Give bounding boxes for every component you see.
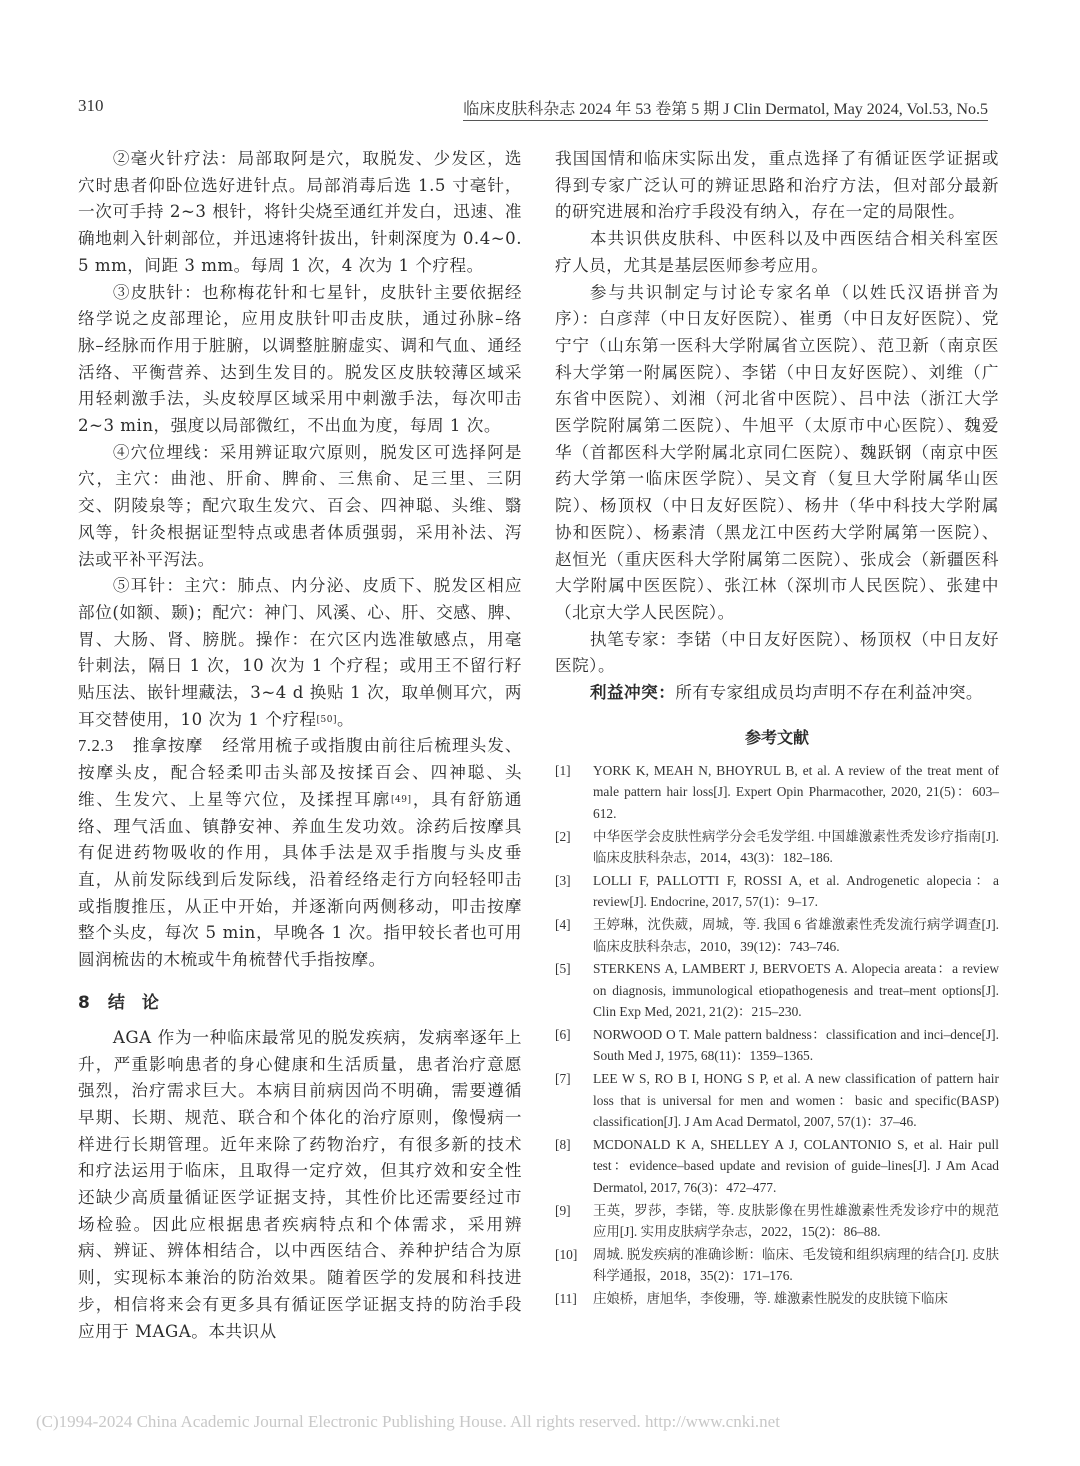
reference-number: [3] [555, 872, 571, 888]
left-column [78, 146, 522, 1345]
reference-item [555, 826, 999, 869]
section-number: 8 [78, 992, 90, 1013]
massage-text-b: ，具有舒筋通络、理气活血、镇静安神、养血生发功效。涂药后按摩具有促进药物吸收的作用，具体手法是双手指腹与头皮垂直，从前发际线到后发际线，沿着经络走行方向轻轻叩击或指腹推压，从正中开始，并逐渐向两侧移动，叩击按摩整个头皮，每次 5 min，早晚各 1 次。指甲较长者也可用圆润梳齿的木梳或牛角梳替代手指按摩。 [78, 789, 523, 970]
paragraph-skin-needle: ③皮肤针：也称梅花针和七星针，皮肤针主要依据经络学说之皮部理论，应用皮肤针叩击皮肤，通过孙脉–络脉–经脉而作用于脏腑，以调整脏腑虚实、调和气血、通经活络、平衡营养、达到生发目的。脱发区皮肤较薄区域采用轻刺激手法，头皮较厚区域采用中刺激手法，每次叩击 2~3 min，强度以局部微红，不出血为度，每周 1 次。 [78, 282, 522, 436]
section-8-heading [78, 988, 522, 1013]
reference-item [555, 1024, 999, 1067]
reference-item [555, 1134, 999, 1199]
page-number: 310 [78, 96, 104, 115]
reference-number: [4] [555, 916, 571, 932]
reference-number: [11] [555, 1291, 577, 1307]
page-header [78, 96, 988, 122]
reference-item [555, 1244, 999, 1287]
subsection-title: 推拿按摩 [132, 736, 204, 756]
conflict-text: 所有专家组成员均声明不存在利益冲突。 [675, 683, 984, 703]
massage-text-a: 经常用梳子或指腹由前往后梳理头发、按摩头皮，配合轻柔叩击头部及按揉百会、四神聪、头维、生发穴、上星等穴位，及揉捏耳廓 [78, 736, 523, 809]
reference-text: NORWOOD O T. Male pattern baldness：classification and inci–dence[J]. South Med J, 1975, 68(11)：1359–1365. [593, 1026, 999, 1064]
reference-item [555, 1200, 999, 1243]
ear-acupuncture-end: 。 [337, 709, 355, 729]
reference-item [555, 958, 999, 1023]
citation-49[interactable]: [49] [391, 794, 412, 805]
reference-text: YORK K, MEAH N, BHOYRUL B, et al. A review of the treat ment of male pattern hair loss[J]. Expert Opin Pharmacother, 2020, 21(5)：603–612. [593, 762, 999, 821]
conflict-label: 利益冲突： [589, 683, 676, 703]
citation-50[interactable]: [50] [316, 714, 338, 725]
reference-number: [6] [555, 1026, 571, 1042]
reference-text: STERKENS A, LAMBERT J, BERVOETS A. Alopecia areata：a review on diagnosis, immunological etiopathogenesis and treat–ment options[J]. Clin Exp Med, 2021, 21(2)：215–230. [593, 961, 999, 1020]
section-title: 结 论 [107, 992, 159, 1013]
reference-text: 王英，罗莎，李锘，等. 皮肤影像在男性雄激素性秃发诊疗中的规范应用[J]. 实用皮肤病学杂志，2022，15(2)：86–88. [593, 1202, 999, 1240]
reference-number: [5] [555, 961, 571, 977]
paragraph-expert-list: 参与共识制定与讨论专家名单（以姓氏汉语拼音为序）：白彦萍（中日友好医院）、崔勇（中日友好医院）、党宁宁（山东第一医科大学附属省立医院）、范卫新（南京医科大学第一附属医院）、李锘（中日友好医院）、刘维（广东省中医院）、刘湘（河北省中医院）、吕中法（浙江大学医学院附属第二医院）、牛旭平（太原市中心医院）、魏爱华（首都医科大学附属北京同仁医院）、魏跃钢（南京中医药大学第一临床医学院）、吴文育（复旦大学附属华山医院）、杨顶权（中日友好医院）、杨井（华中科技大学附属协和医院）、杨素清（黑龙江中医药大学附属第一医院）、赵恒光（重庆医科大学附属第二医院）、张成会（新疆医科大学附属中医医院）、张江林（深圳市人民医院）、张建中（北京大学人民医院）。 [555, 282, 999, 622]
reference-item [555, 1288, 999, 1310]
reference-list [555, 760, 999, 1310]
paragraph-ear-acupuncture [78, 573, 522, 733]
reference-number: [1] [555, 762, 571, 778]
reference-text: 周城. 脱发疾病的准确诊断：临床、毛发镜和组织病理的结合[J]. 皮肤科学通报，2018，35(2)：171–176. [593, 1246, 999, 1284]
reference-text: LEE W S, RO B I, HONG S P, et al. A new classification of pattern hair loss that is universal for men and women：basic and specific(BASP) classification[J]. J Am Acad Dermatol, 2007, 57(1)：37–46. [593, 1071, 999, 1130]
paragraph-writers: 执笔专家：李锘（中日友好医院）、杨顶权（中日友好医院）。 [555, 629, 999, 676]
paragraph-fire-needle: ②毫火针疗法：局部取阿是穴，取脱发、少发区，选穴时患者仰卧位选好进针点。局部消毒后选 1.5 寸毫针，一次可手持 2~3 根针，将针尖烧至通红并发白，迅速、准确地刺入针刺部位，并迅速将针拔出，针刺深度为 0.4~0.5 mm，间距 3 mm。每周 1 次，4 次为 1 个疗程。 [78, 149, 523, 275]
reference-text: 庄娘桥，唐旭华，李俊珊，等. 雄激素性脱发的皮肤镜下临床 [593, 1291, 948, 1307]
reference-item [555, 760, 999, 825]
paragraph-catgut-embedding: ④穴位埋线：采用辨证取穴原则，脱发区可选择阿是穴，主穴：曲池、肝俞、脾俞、三焦俞、足三里、三阴交、阴陵泉等；配穴取生发穴、百会、四神聪、头维、翳风等，针灸根据证型特点或患者体质强弱，采用补法、泻法或平补平泻法。 [78, 442, 522, 569]
reference-text: MCDONALD K A, SHELLEY A J, COLANTONIO S, et al. Hair pull test：evidence–based update and revision of guide–lines[J]. J Am Acad Dermatol, 2017, 76(3)：472–477. [593, 1136, 999, 1196]
reference-number: [10] [555, 1246, 578, 1262]
reference-item [555, 870, 999, 913]
ear-acupuncture-text: ⑤耳针：主穴：肺点、内分泌、皮质下、脱发区相应部位(如额、颞)；配穴：神门、风溪、心、肝、交感、脾、胃、大肠、肾、膀胱。操作：在穴区内选准敏感点，用毫针刺法，隔日 1 次，10 次为 1 个疗程；或用王不留行籽贴压法、嵌针埋藏法，3~4 d 换贴 1 次，取单侧耳穴，两耳交替使用，10 次为 1 个疗程 [78, 576, 522, 729]
reference-number: [2] [555, 828, 571, 844]
reference-text: LOLLI F, PALLOTTI F, ROSSI A, et al. Androgenetic alopecia：a review[J]. Endocrine, 2017, 57(1)：9–17. [593, 872, 999, 910]
paragraph-usage: 本共识供皮肤科、中医科以及中西医结合相关科室医疗人员，尤其是基层医师参考应用。 [555, 229, 999, 275]
subsection-number: 7.2.3 [78, 736, 114, 756]
references-heading: 参考文献 [744, 727, 809, 747]
reference-text: 中华医学会皮肤性病学分会毛发学组. 中国雄激素性秃发诊疗指南[J]. 临床皮肤科杂志，2014，43(3)：182–186. [593, 828, 999, 866]
reference-item [555, 914, 999, 957]
reference-number: [8] [555, 1136, 571, 1152]
right-column [555, 146, 999, 1311]
copyright-watermark: (C)1994-2024 China Academic Journal Electronic Publishing House. All rights reserved. http://www.cnki.net [36, 1412, 780, 1431]
subsection-7-2-3 [78, 733, 522, 973]
reference-number: [7] [555, 1071, 571, 1087]
reference-text: 王婷琳，沈佚葳，周城，等. 我国 6 省雄激素性秃发流行病学调查[J]. 临床皮肤科杂志，2010，39(12)：743–746. [593, 916, 999, 954]
running-head: 临床皮肤科杂志 2024 年 53 卷第 5 期 J Clin Dermatol, May 2024, Vol.53, No.5 [463, 96, 988, 121]
reference-number: [9] [555, 1202, 571, 1218]
paragraph-continuation: 我国国情和临床实际出发，重点选择了有循证医学证据或得到专家广泛认可的辨证思路和治疗方法，但对部分最新的研究进展和治疗手段没有纳入，存在一定的局限性。 [555, 149, 999, 222]
paragraph-conclusion: AGA 作为一种临床最常见的脱发疾病，发病率逐年上升，严重影响患者的身心健康和生活质量，患者治疗意愿强烈，治疗需求巨大。本病目前病因尚不明确，需要遵循早期、长期、规范、联合和个体化的治疗原则，像慢病一样进行长期管理。近年来除了药物治疗，有很多新的技术和疗法运用于临床，且取得一定疗效，但其疗效和安全性还缺少高质量循证医学证据支持，其性价比还需要经过市场检验。因此应根据患者疾病特点和个体需求，采用辨病、辨证、辨体相结合，以中西医结合、养种护结合为原则，实现标本兼治的防治效果。随着医学的发展和科技进步，相信将来会有更多具有循证医学证据支持的防治手段应用于 MAGA。本共识从 [78, 1027, 522, 1341]
paragraph-conflict [555, 680, 999, 707]
reference-item [555, 1068, 999, 1133]
